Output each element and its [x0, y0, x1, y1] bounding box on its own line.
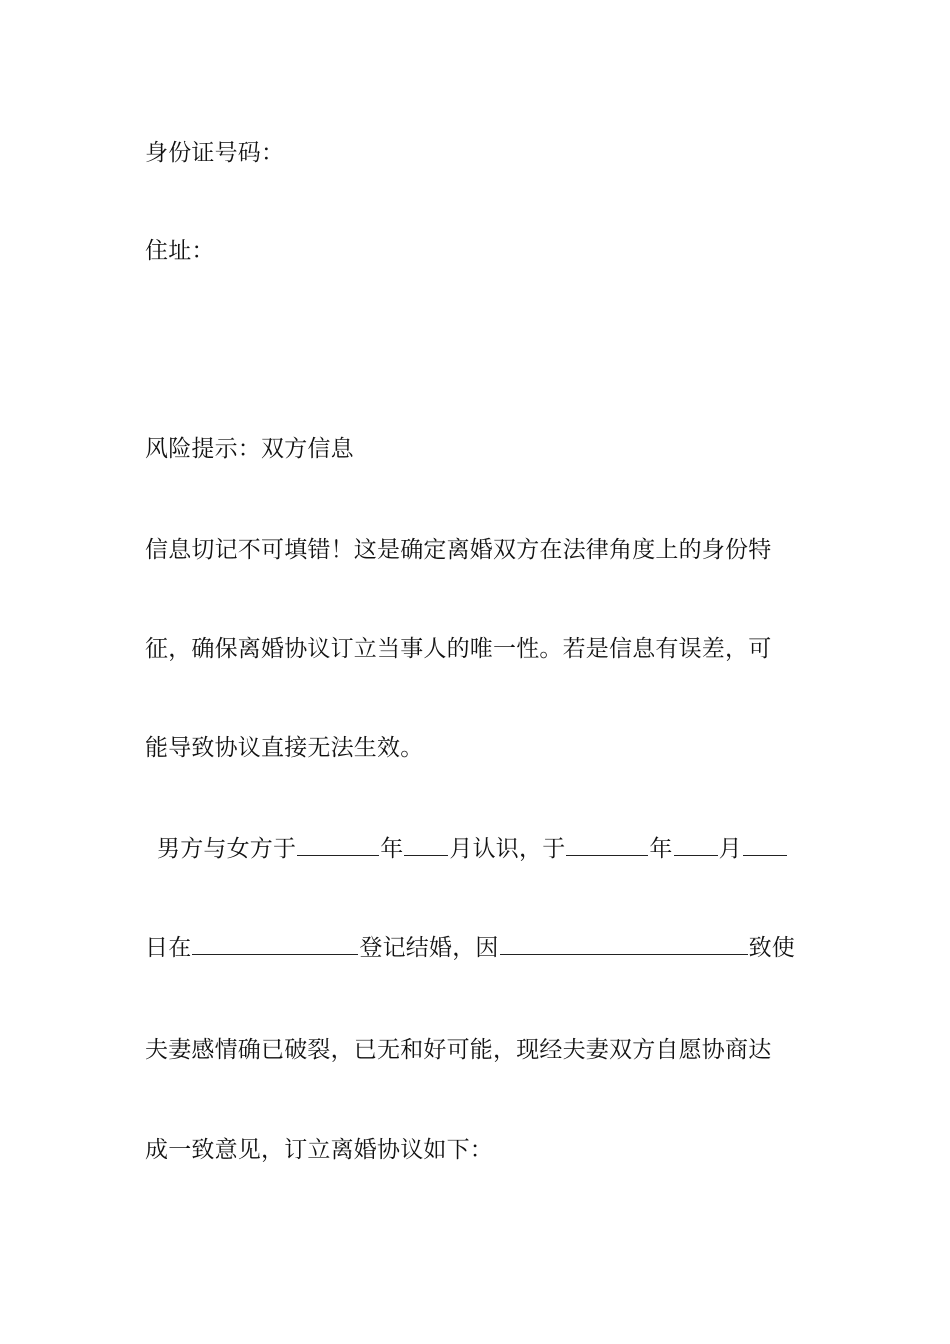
body-text: 致使	[748, 935, 796, 961]
body-line-2	[145, 932, 815, 963]
blank-marriage-day[interactable]	[743, 833, 787, 856]
body-line-1	[145, 833, 827, 864]
body-text: 年	[380, 836, 404, 862]
body-line-4: 成一致意见，订立离婚协议如下：	[145, 1137, 493, 1163]
body-line-3: 夫妻感情确已破裂，已无和好可能，现经夫妻双方自愿协商达	[145, 1037, 772, 1063]
address-label: 住址：	[145, 238, 215, 264]
blank-meet-year[interactable]	[297, 833, 379, 856]
blank-marriage-year[interactable]	[566, 833, 648, 856]
risk-heading: 风险提示：双方信息	[145, 436, 354, 462]
body-text: 年	[649, 836, 673, 862]
blank-divorce-reason[interactable]	[500, 932, 748, 955]
blank-marriage-month[interactable]	[674, 833, 718, 856]
blank-meet-month[interactable]	[404, 833, 448, 856]
body-text: 登记结婚，因	[359, 935, 499, 961]
body-text: 日在	[145, 935, 192, 961]
body-text: 月认识，于	[449, 836, 566, 862]
risk-paragraph-line-3: 能导致协议直接无法生效。	[145, 735, 424, 761]
risk-paragraph-line-1: 信息切记不可填错！这是确定离婚双方在法律角度上的身份特	[145, 537, 772, 563]
blank-registration-place[interactable]	[192, 932, 358, 955]
risk-paragraph-line-2: 征，确保离婚协议订立当事人的唯一性。若是信息有误差，可	[145, 636, 772, 662]
body-text: 月	[718, 836, 742, 862]
body-text: 男方与女方于	[157, 836, 297, 862]
id-number-label: 身份证号码：	[145, 140, 285, 166]
